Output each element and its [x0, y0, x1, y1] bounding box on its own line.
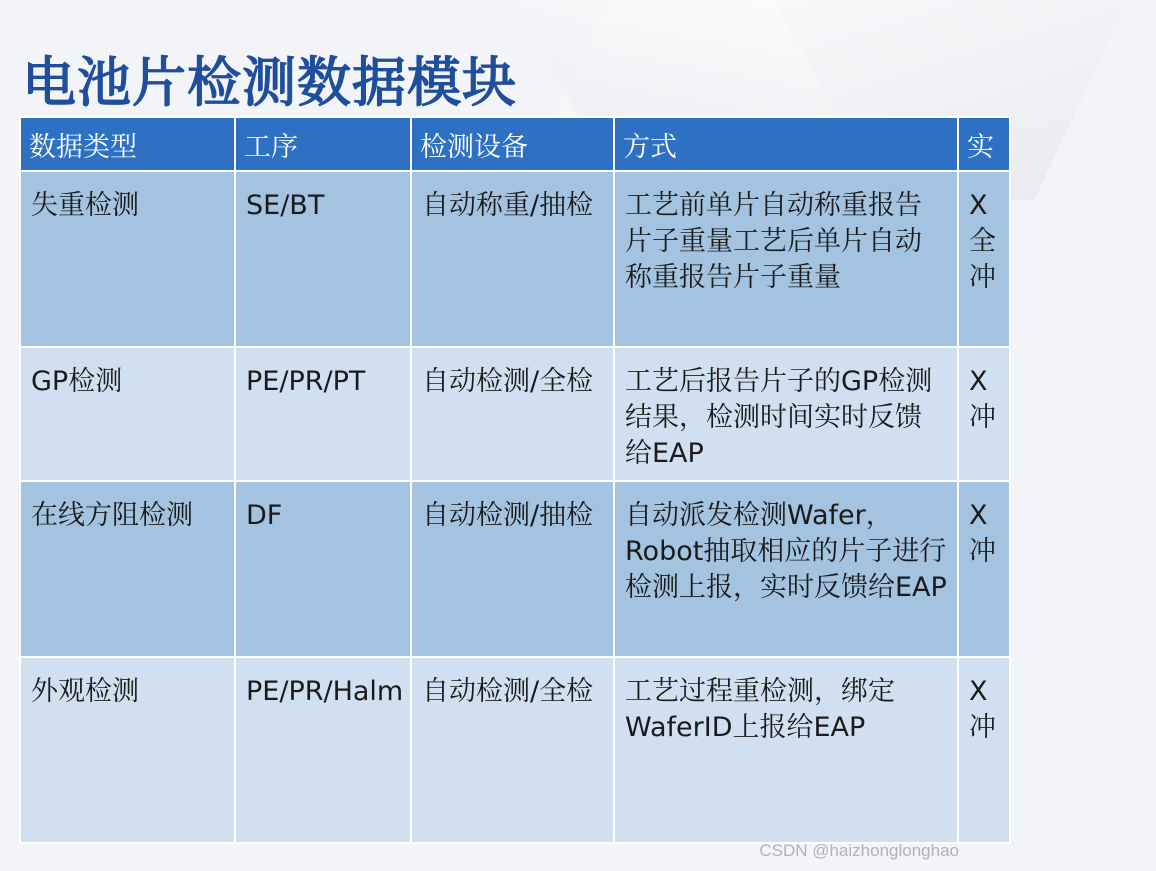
- cell-extra: X 冲: [958, 347, 1010, 481]
- cell-device: 自动检测/抽检: [411, 481, 614, 657]
- cell-extra: X 冲: [958, 657, 1010, 843]
- detection-data-table: [19, 116, 1011, 844]
- cell-device: 自动称重/抽检: [411, 171, 614, 347]
- cell-type: GP检测: [20, 347, 235, 481]
- header-data-type: 数据类型: [20, 117, 235, 171]
- cell-process: SE/BT: [235, 171, 411, 347]
- table-row: [20, 347, 1010, 481]
- table-row: [20, 481, 1010, 657]
- cell-extra: X 全 冲: [958, 171, 1010, 347]
- cell-method: 自动派发检测Wafer，Robot抽取相应的片子进行检测上报，实时反馈给EAP: [614, 481, 958, 657]
- table-row: [20, 657, 1010, 843]
- cell-type: 失重检测: [20, 171, 235, 347]
- cell-process: PE/PR/PT: [235, 347, 411, 481]
- header-method: 方式: [614, 117, 958, 171]
- slide-title: 电池片检测数据模块: [22, 51, 517, 114]
- cell-process: PE/PR/Halm: [235, 657, 411, 843]
- cell-type: 在线方阻检测: [20, 481, 235, 657]
- header-extra: 实: [958, 117, 1010, 171]
- header-process: 工序: [235, 117, 411, 171]
- cell-method: 工艺过程重检测，绑定WaferID上报给EAP: [614, 657, 958, 843]
- header-device: 检测设备: [411, 117, 614, 171]
- cell-method: 工艺前单片自动称重报告片子重量工艺后单片自动称重报告片子重量: [614, 171, 958, 347]
- cell-method: 工艺后报告片子的GP检测结果，检测时间实时反馈给EAP: [614, 347, 958, 481]
- table-row: [20, 171, 1010, 347]
- table-header-row: [20, 117, 1010, 171]
- cell-device: 自动检测/全检: [411, 347, 614, 481]
- cell-extra: X 冲: [958, 481, 1010, 657]
- cell-process: DF: [235, 481, 411, 657]
- watermark: CSDN @haizhonglonghao: [759, 841, 959, 860]
- cell-type: 外观检测: [20, 657, 235, 843]
- cell-device: 自动检测/全检: [411, 657, 614, 843]
